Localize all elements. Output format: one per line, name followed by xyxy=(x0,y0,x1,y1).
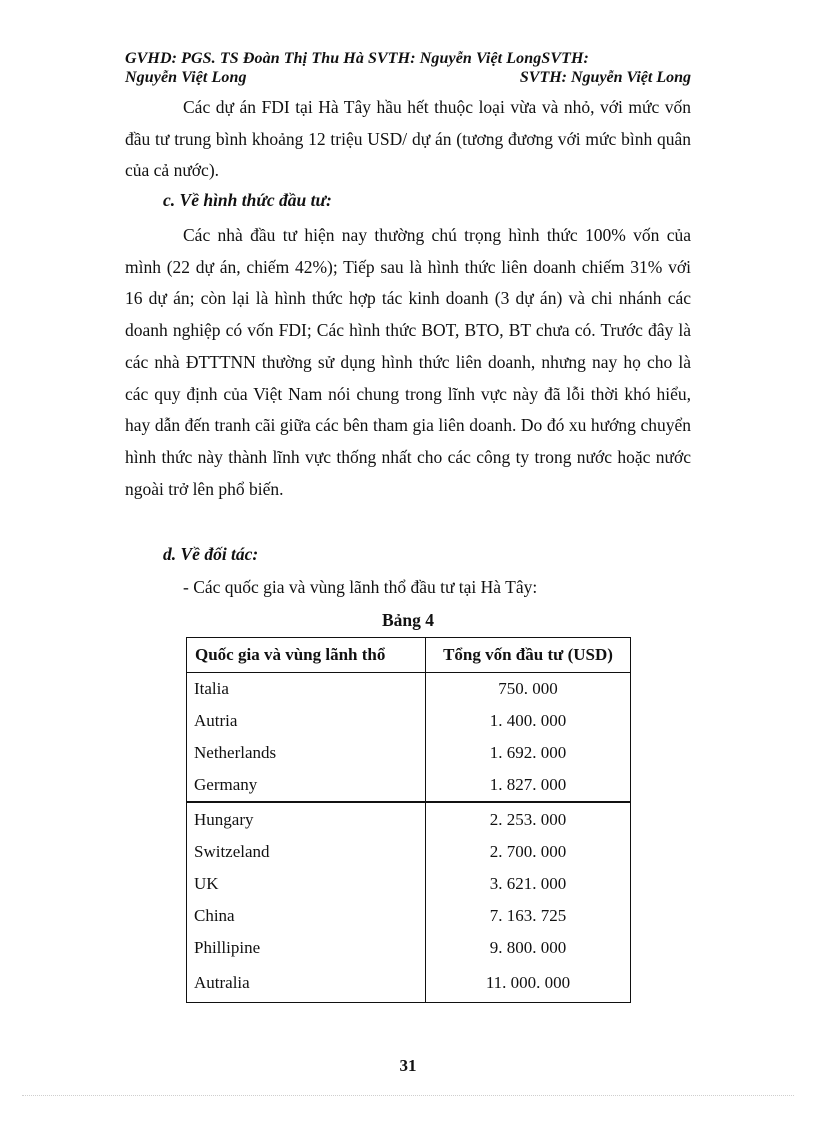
cell-capital: 750. 000 xyxy=(498,679,558,698)
column-header-capital: Tổng vốn đầu tư (USD) xyxy=(426,638,631,673)
cell-capital: 1. 692. 000 xyxy=(489,743,567,762)
cell-capital: 1. 400. 000 xyxy=(489,711,567,730)
column-header-country: Quốc gia và vùng lãnh thổ xyxy=(187,638,426,673)
paragraph-project-size: Các dự án FDI tại Hà Tây hầu hết thuộc loại vừa và nhỏ, với mức vốn đầu tư trung bình khoảng 12 triệu USD/ dự án (tương đương với mức bình quân của cả nước). xyxy=(125,97,691,181)
page-footer-divider xyxy=(22,1095,794,1096)
table-row xyxy=(187,802,631,836)
cell-capital: 7. 163. 725 xyxy=(489,906,567,925)
running-header-line2-right: SVTH: Nguyễn Việt Long xyxy=(519,69,691,86)
table-row xyxy=(187,932,631,964)
table-row xyxy=(187,769,631,802)
bullet-countries: - Các quốc gia và vùng lãnh thổ đầu tư tại Hà Tây: xyxy=(183,577,538,597)
page-number: 31 xyxy=(399,1056,417,1075)
table-row xyxy=(187,737,631,769)
cell-country: China xyxy=(187,900,426,932)
running-header-line1: GVHD: PGS. TS Đoàn Thị Thu Hà SVTH: Nguyễn Việt LongSVTH: xyxy=(125,50,589,67)
cell-capital: 3. 621. 000 xyxy=(489,874,567,893)
table-row xyxy=(187,964,631,1003)
cell-capital: 2. 253. 000 xyxy=(426,802,631,836)
table-row xyxy=(187,900,631,932)
investment-table xyxy=(186,637,631,1003)
table-row xyxy=(187,705,631,737)
table-caption: Bảng 4 xyxy=(381,610,435,630)
cell-country: Italia xyxy=(187,673,426,706)
cell-capital: 2. 700. 000 xyxy=(489,842,567,861)
cell-country: Hungary xyxy=(187,802,426,836)
table-row xyxy=(187,673,631,706)
table-row xyxy=(187,836,631,868)
running-header-line2-left: Nguyễn Việt Long xyxy=(125,69,247,86)
section-heading-partners: d. Về đối tác: xyxy=(163,544,259,564)
cell-country: UK xyxy=(187,868,426,900)
paragraph-investment-form: Các nhà đầu tư hiện nay thường chú trọng hình thức 100% vốn của mình (22 dự án, chiếm 42%); Tiếp sau là hình thức liên doanh chiếm 31% với 16 dự án; còn lại là hình thức hợp tác kinh doanh (3 dự án) và chi nhánh các doanh nghiệp có vốn FDI; Các hình thức BOT, BTO, BT chưa có. Trước đây là các nhà ĐTTTNN thường sử dụng hình thức liên doanh, nhưng nay họ cho là các quy định của Việt Nam nói chung trong lĩnh vực này đã lỗi thời khó hiểu, hay dẫn đến tranh cãi giữa các bên tham gia liên doanh. Do đó xu hướng chuyển hình thức này thành lĩnh vực thống nhất cho các công ty trong nước hoặc nước ngoài trở lên phổ biến. xyxy=(125,225,691,499)
cell-capital: 9. 800. 000 xyxy=(489,938,567,957)
cell-country: Netherlands xyxy=(187,737,426,769)
section-heading-investment-form: c. Về hình thức đầu tư: xyxy=(163,190,332,210)
cell-capital: 1. 827. 000 xyxy=(489,775,567,794)
table-header-row xyxy=(187,638,631,673)
cell-country: Switzeland xyxy=(187,836,426,868)
cell-country: Autralia xyxy=(187,964,426,1003)
cell-country: Autria xyxy=(187,705,426,737)
table-row xyxy=(187,868,631,900)
cell-country: Phillipine xyxy=(187,932,426,964)
cell-capital: 11. 000. 000 xyxy=(485,973,571,992)
cell-country: Germany xyxy=(187,769,426,802)
